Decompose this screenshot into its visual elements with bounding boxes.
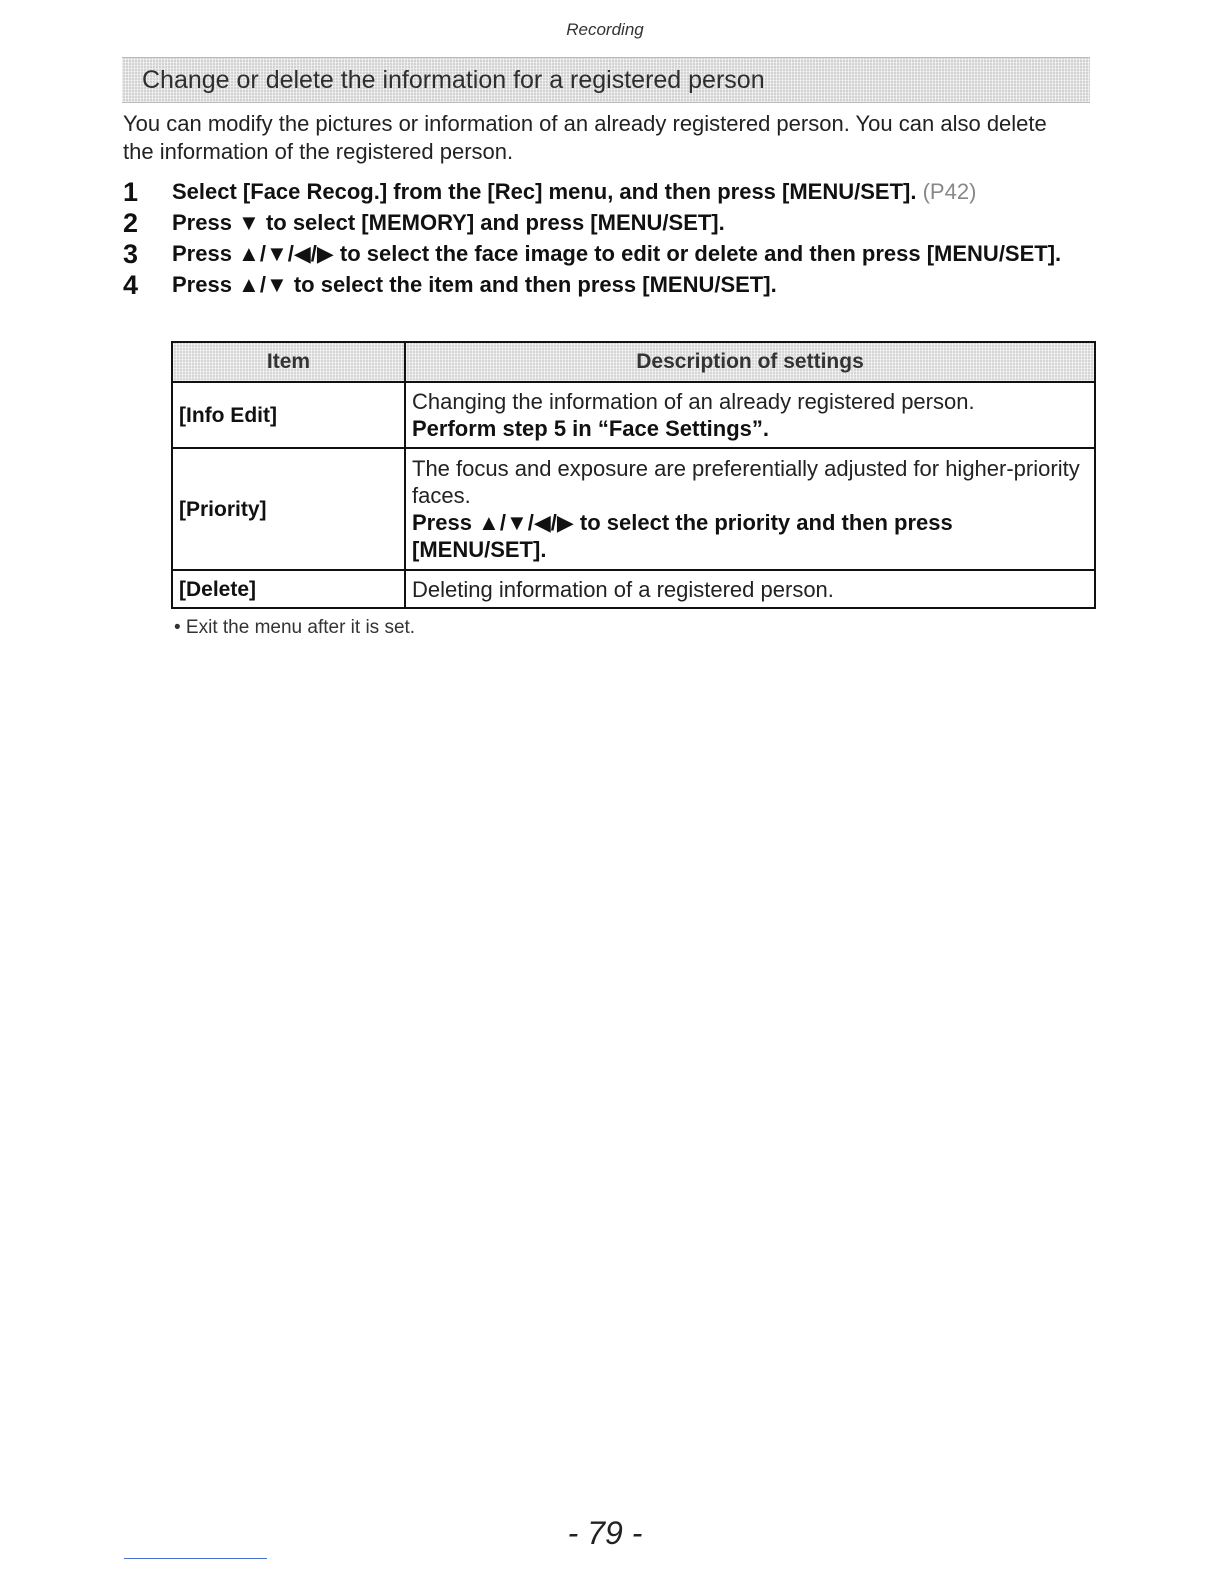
step-number: 1	[123, 177, 139, 207]
description-text: Changing the information of an already registered person.	[412, 389, 975, 414]
section-heading: Change or delete the information for a registered person	[142, 66, 765, 94]
description-cell	[405, 570, 1095, 608]
intro-paragraph: You can modify the pictures or information of an already registered person. You can also delete the information of the registered person.	[123, 111, 1047, 164]
step-text: Press ▲/▼/◀/▶ to select the face image to edit or delete and then press [MENU/SET].	[172, 241, 1062, 266]
description-instruction: Perform step 5 in “Face Settings”.	[412, 416, 769, 441]
step-2	[123, 208, 1083, 238]
table-header-row	[172, 342, 1095, 382]
step-3	[123, 239, 1083, 269]
page-reference-link[interactable]: (P42)	[922, 179, 977, 204]
description-instruction: Press ▲/▼/◀/▶ to select the priority and then press [MENU/SET].	[412, 510, 953, 562]
step-list	[123, 177, 1083, 301]
description-cell	[405, 382, 1095, 448]
step-4	[123, 270, 1083, 300]
item-cell: [Delete]	[172, 570, 405, 608]
step-text: Press ▼ to select [MEMORY] and press [MENU/SET].	[172, 210, 725, 235]
step-number: 2	[123, 208, 139, 238]
section-label: Recording	[566, 20, 644, 39]
item-cell: [Info Edit]	[172, 382, 405, 448]
footer-rule	[124, 1558, 267, 1559]
page-number: - 79 -	[567, 1515, 643, 1551]
step-1	[123, 177, 1083, 207]
item-column-header: Item	[172, 342, 405, 382]
description-text: The focus and exposure are preferentially adjusted for higher-priority faces.	[412, 456, 1080, 508]
note-text: • Exit the menu after it is set.	[174, 617, 416, 638]
step-number: 4	[123, 270, 139, 300]
table-row	[172, 448, 1095, 570]
table-row	[172, 382, 1095, 448]
settings-table	[171, 341, 1096, 609]
step-number: 3	[123, 239, 139, 269]
item-cell: [Priority]	[172, 448, 405, 570]
description-text: Deleting information of a registered person.	[412, 576, 834, 602]
step-text: Press ▲/▼ to select the item and then press [MENU/SET].	[172, 272, 777, 297]
section-heading-banner	[122, 57, 1090, 103]
step-text: Select [Face Recog.] from the [Rec] menu, and then press [MENU/SET].	[172, 179, 917, 204]
description-cell	[405, 448, 1095, 570]
description-column-header: Description of settings	[405, 342, 1095, 382]
table-row	[172, 570, 1095, 608]
